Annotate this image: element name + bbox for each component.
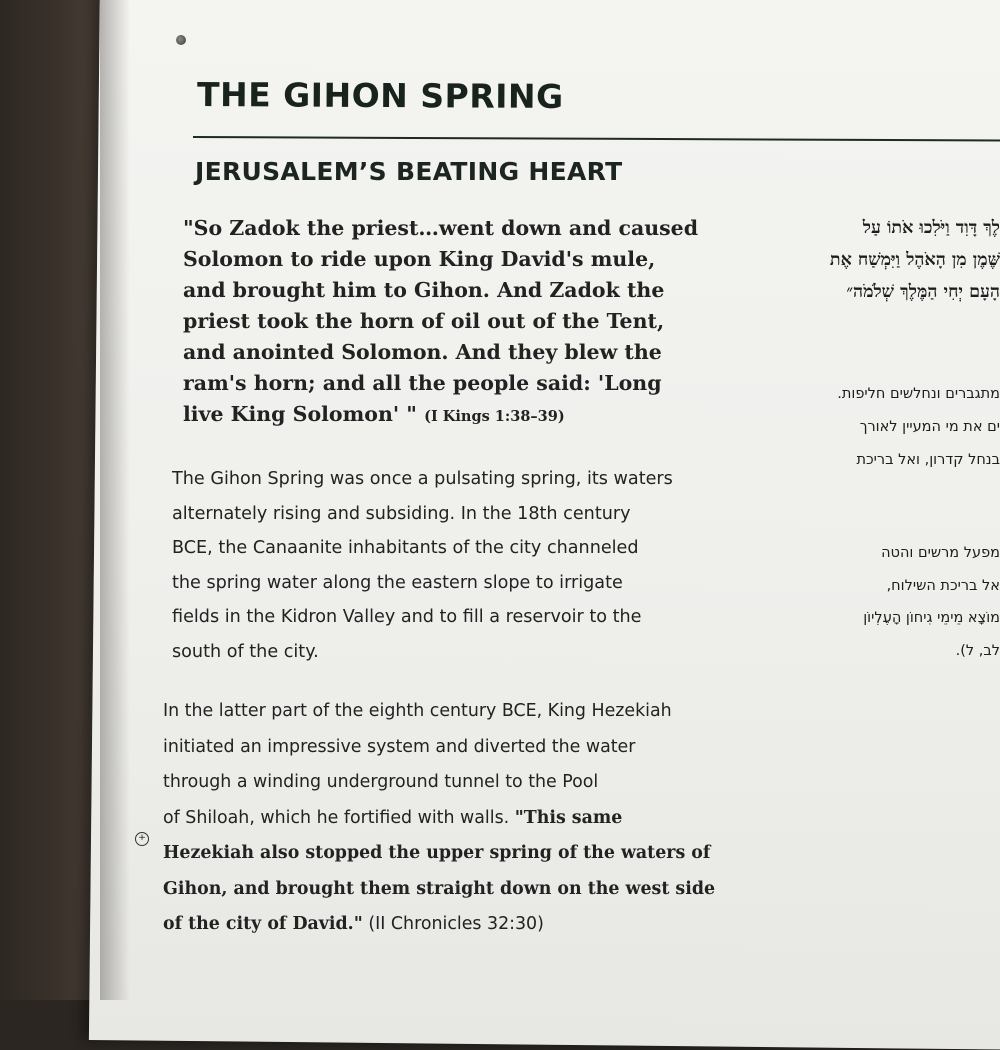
sign-subtitle: JERUSALEM’S BEATING HEART (195, 157, 623, 186)
paragraph-line: of Shiloah, which he fortified with walls. (163, 807, 510, 828)
quote-line: live King Solomon' " (183, 402, 417, 426)
chronicles-quote-line: Gihon, and brought them straight down on the west side (163, 878, 716, 899)
hebrew-line: הָעָם יְחִי הַמֶּלֶךְ שְׁלֹמֹה״ (846, 282, 1000, 302)
hebrew-line: מוֹצָא מֵימֵי גִיחוֹן הָעֶלְיוֹן (863, 610, 1000, 626)
hebrew-quote (760, 212, 1000, 308)
chronicles-citation: (II Chronicles 32:30) (368, 914, 544, 934)
paragraph-line: the spring water along the eastern slope to irrigate (172, 572, 623, 593)
paragraph-spring-history (172, 462, 742, 669)
quote-citation: (I Kings 1:38–39) (424, 408, 565, 425)
quote-line: ram's horn; and all the people said: 'Long (183, 371, 662, 395)
hebrew-paragraph-1 (760, 378, 1000, 477)
paragraph-line: BCE, the Canaanite inhabitants of the city channeled (172, 538, 639, 558)
hebrew-line: שֶּׁמֶן מִן הָאֹהֶל וַיִּמְשַׁח אֶת (829, 250, 1000, 270)
hebrew-line: לֶךְ דָּוִד וַיֹּלִכוּ אֹתוֹ עַל (862, 218, 1000, 238)
hebrew-line: בנחל קדרון, ואל בריכת (856, 452, 1000, 468)
quote-line: "So Zadok the priest…went down and caused (183, 216, 699, 240)
paragraph-line: alternately rising and subsiding. In the 18th century (172, 503, 631, 524)
paragraph-line: The Gihon Spring was once a pulsating spring, its waters (172, 469, 673, 489)
paragraph-line: initiated an impressive system and diverted the water (163, 736, 636, 757)
chronicles-quote-start: "This same (514, 807, 623, 828)
chronicles-quote-line: Hezekiah also stopped the upper spring of the waters of (163, 843, 711, 863)
paragraph-hezekiah (163, 694, 748, 943)
hebrew-line: אל בריכת השילוח, (886, 577, 1000, 594)
quote-line: priest took the horn of oil out of the Tent, (183, 309, 665, 333)
sign-title: THE GIHON SPRING (196, 75, 564, 116)
hebrew-paragraph-2 (760, 537, 1000, 667)
hebrew-line: ים את מי המעיין לאורך (859, 419, 1000, 435)
paragraph-line: fields in the Kidron Valley and to fill a reservoir to the (172, 607, 642, 627)
quote-line: and anointed Solomon. And they blew the (183, 340, 662, 364)
hebrew-line: מפעל מרשים והטה (881, 545, 1000, 561)
paragraph-line: south of the city. (172, 641, 319, 662)
hebrew-line: מתגברים ונחלשים חליפות. (837, 386, 1000, 402)
chronicles-quote-line: of the city of David." (163, 914, 363, 934)
quote-line: Solomon to ride upon King David's mule, (183, 247, 656, 271)
kings-quote (183, 213, 743, 432)
sign-edge-shadow (100, 0, 130, 1000)
registration-mark-icon: + (135, 832, 149, 846)
paragraph-line: through a winding underground tunnel to the Pool (163, 772, 599, 792)
screw-icon (176, 35, 186, 45)
hebrew-line: לב, ל). (955, 642, 1000, 659)
paragraph-line: In the latter part of the eighth century BCE, King Hezekiah (163, 701, 672, 721)
quote-line: and brought him to Gihon. And Zadok the (183, 278, 665, 302)
